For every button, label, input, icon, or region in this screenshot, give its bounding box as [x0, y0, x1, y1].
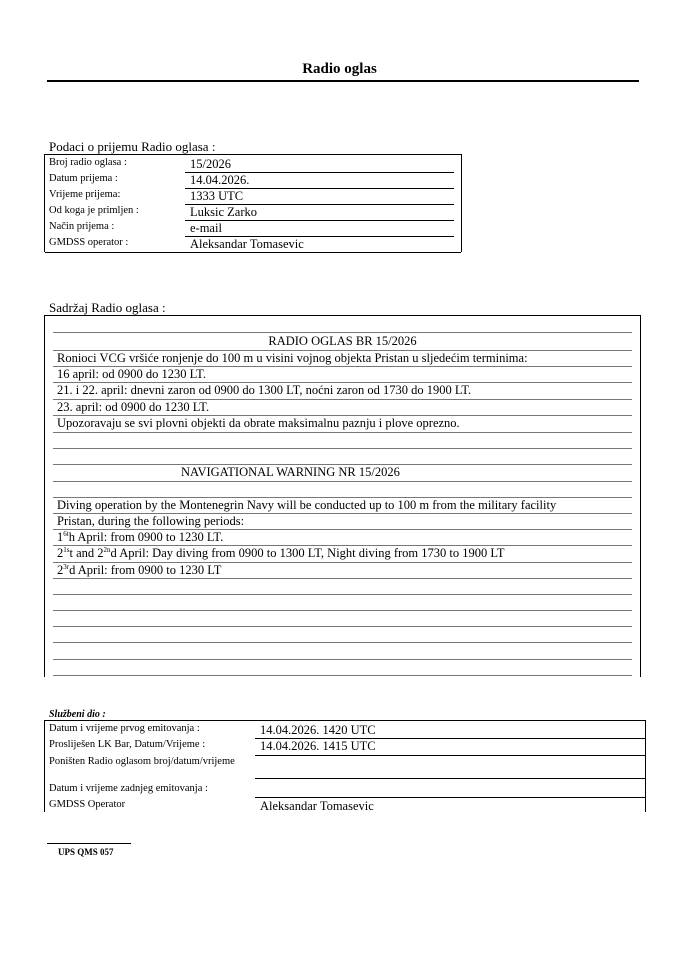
local-title: RADIO OGLAS BR 15/2026 [268, 334, 417, 348]
reception-box [44, 154, 462, 252]
official-label: Datum i vrijeme zadnjeg emitovanja : [49, 783, 208, 794]
reception-label: Od koga je primljen : [49, 205, 139, 216]
reception-label: Vrijeme prijema: [49, 189, 121, 200]
footer-rule [47, 843, 131, 844]
nav-line: Pristan, during the following periods: [57, 514, 245, 528]
official-box [44, 720, 646, 812]
content-heading: Sadržaj Radio oglasa : [49, 300, 166, 315]
reception-value: 15/2026 [190, 157, 231, 171]
local-line: Upozoravaju se svi plovni objekti da obrate maksimalnu paznju i plove oprezno. [57, 416, 460, 430]
local-line: 23. april: od 0900 do 1230 LT. [57, 400, 210, 414]
official-label: Prosliješen LK Bar, Datum/Vrijeme : [49, 739, 206, 750]
local-line: Ronioci VCG vršiće ronjenje do 100 m u visini vojnog objekta Pristan u sljedećim terminima: [57, 351, 528, 365]
reception-value: Luksic Zarko [190, 205, 257, 219]
nav-line: $1^{6t}h$ April: from 0900 to 1230 LT. [57, 529, 224, 544]
local-line: 16 april: od 0900 do 1230 LT. [57, 367, 206, 381]
reception-value: e-mail [190, 221, 222, 235]
reception-value: 1333 UTC [190, 189, 244, 203]
content-box [44, 315, 641, 677]
document-title: Radio oglas [302, 61, 377, 77]
official-heading: Službeni dio : [49, 709, 106, 720]
reception-label: Način prijema : [49, 221, 115, 232]
nav-line: $2^{1s}t$ and $2^{2n}d$ April: Day diving from 0900 to 1300 LT, Night diving from 1730 to 1900 LT [57, 545, 505, 560]
reception-heading: Podaci o prijemu Radio oglasa : [49, 139, 216, 154]
local-line: 21. i 22. april: dnevni zaron od 0900 do 1300 LT, noćni zaron od 1730 do 1900 LT. [57, 383, 472, 397]
official-label: Datum i vrijeme prvog emitovanja : [49, 723, 200, 734]
official-value: Aleksandar Tomasevic [260, 799, 374, 813]
reception-value: 14.04.2026. [190, 173, 250, 187]
nav-title: NAVIGATIONAL WARNING NR 15/2026 [181, 465, 400, 479]
footer-code: UPS QMS 057 [58, 847, 114, 857]
reception-label: GMDSS operator : [49, 237, 129, 248]
official-value: 14.04.2026. 1420 UTC [260, 723, 376, 737]
official-label: Poništen Radio oglasom broj/datum/vrijeme [49, 756, 235, 767]
title-rule [47, 80, 639, 82]
nav-line: Diving operation by the Montenegrin Navy will be conducted up to 100 m from the military facility [57, 498, 557, 512]
reception-value: Aleksandar Tomasevic [190, 237, 304, 251]
nav-line: $2^{3r}d$ April: from 0900 to 1230 LT [57, 562, 222, 577]
reception-label: Datum prijema : [49, 173, 118, 184]
reception-label: Broj radio oglasa : [49, 157, 127, 168]
official-label: GMDSS Operator [49, 799, 126, 810]
official-value: 14.04.2026. 1415 UTC [260, 739, 376, 753]
